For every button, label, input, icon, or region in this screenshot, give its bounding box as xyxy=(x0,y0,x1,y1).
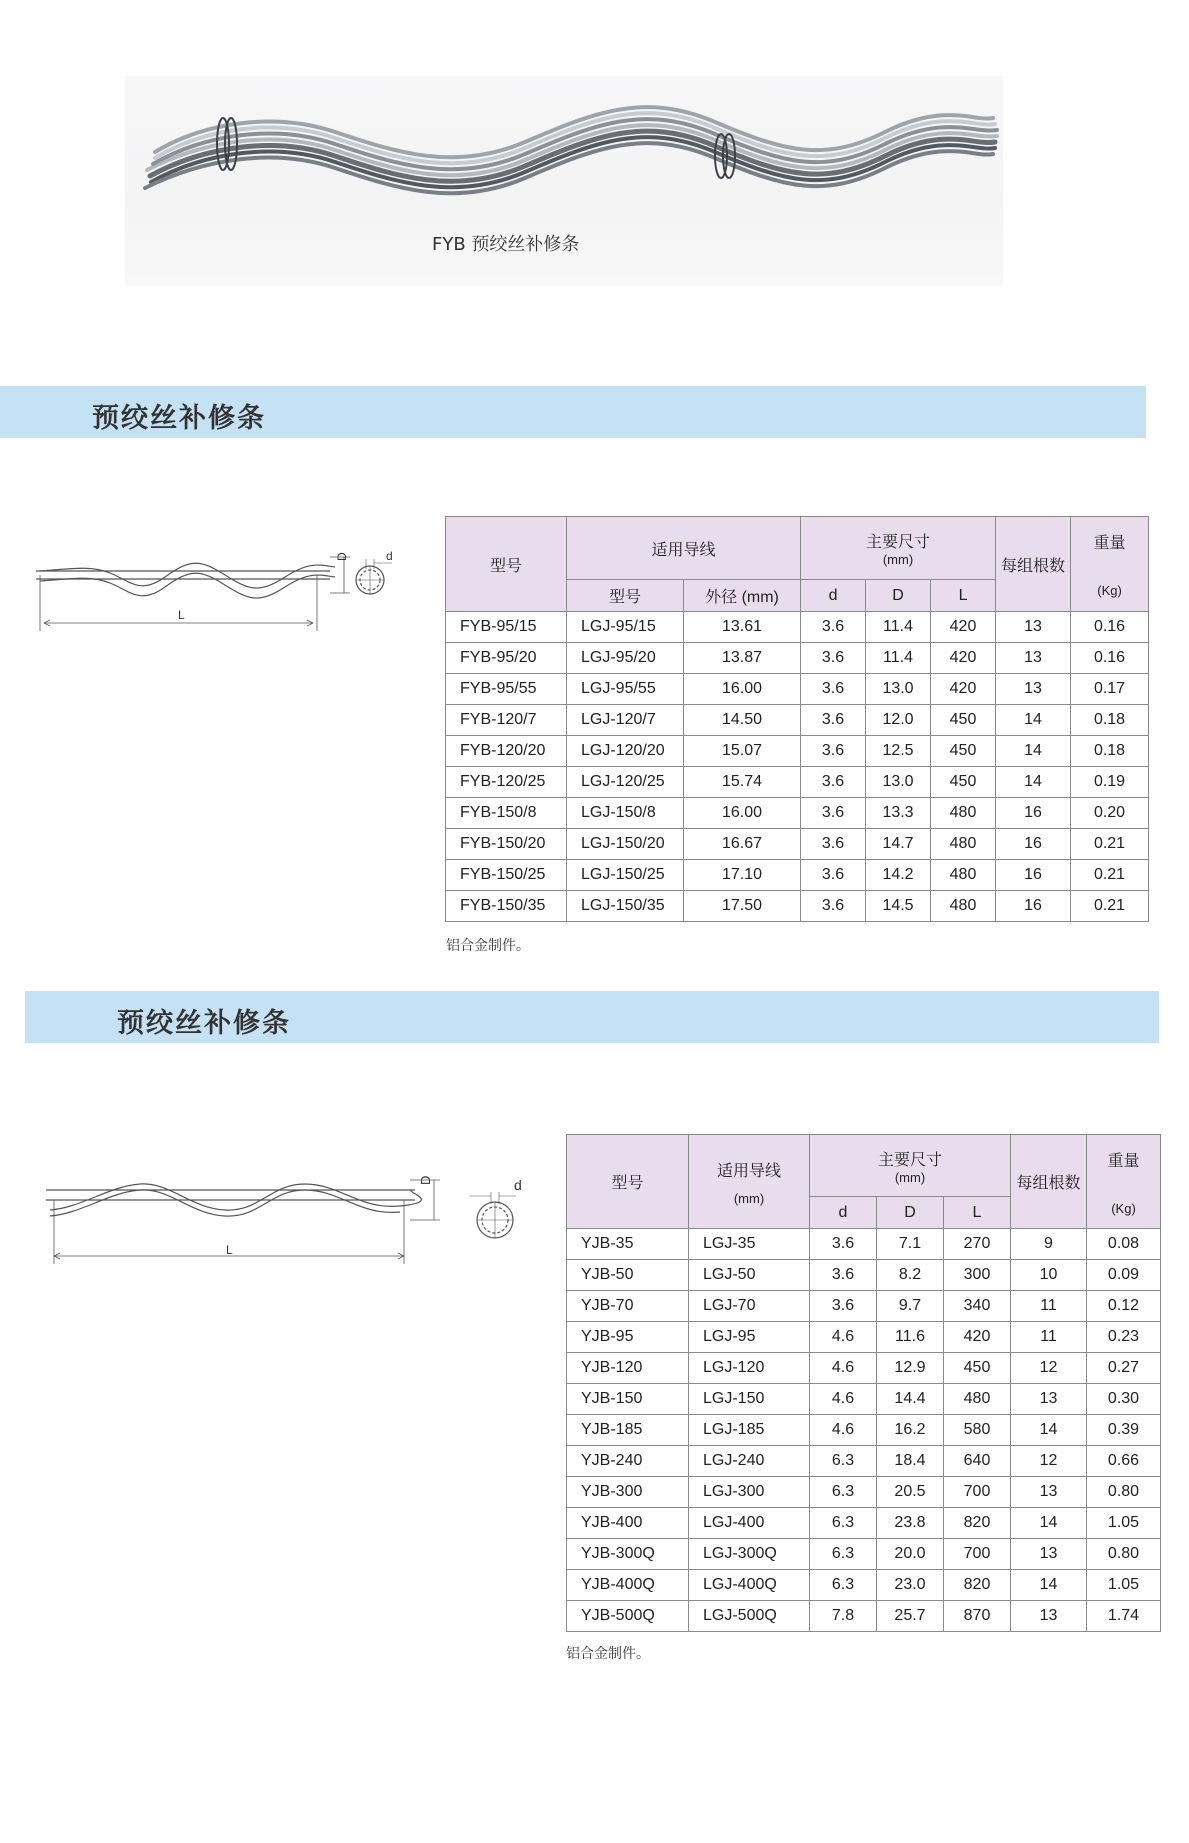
table-cell: 0.08 xyxy=(1087,1229,1161,1260)
table-row xyxy=(446,643,1149,674)
header-conductor xyxy=(689,1135,810,1229)
table-cell: FYB-150/25 xyxy=(446,860,567,891)
table-cell: 3.6 xyxy=(810,1229,877,1260)
table-cell: 3.6 xyxy=(801,860,866,891)
table-cell: 4.6 xyxy=(810,1384,877,1415)
table-cell: 700 xyxy=(944,1539,1011,1570)
header-weight xyxy=(1087,1135,1161,1229)
table-cell: 300 xyxy=(944,1260,1011,1291)
table-row xyxy=(446,767,1149,798)
table-row xyxy=(567,1539,1161,1570)
section1-diagram xyxy=(30,535,410,635)
table-cell: 3.6 xyxy=(801,767,866,798)
table-cell: LGJ-185 xyxy=(689,1415,810,1446)
header-model: 型号 xyxy=(567,1135,689,1229)
diagram1-label-D: D xyxy=(335,552,349,561)
table-cell: 7.1 xyxy=(877,1229,944,1260)
header-outer-diameter: 外径 (mm) xyxy=(684,580,801,612)
table-cell: 0.16 xyxy=(1071,643,1149,674)
section2-banner xyxy=(25,991,1159,1043)
table-row xyxy=(446,674,1149,705)
header-weight-unit: (Kg) xyxy=(1111,1200,1136,1216)
table-cell: 0.80 xyxy=(1087,1539,1161,1570)
header-L: L xyxy=(944,1197,1011,1229)
section2-diagram xyxy=(40,1160,540,1270)
table-cell: 8.2 xyxy=(877,1260,944,1291)
table-cell: YJB-300Q xyxy=(567,1539,689,1570)
table-cell: 3.6 xyxy=(801,612,866,643)
table-cell: 0.17 xyxy=(1071,674,1149,705)
header-weight-label: 重量 xyxy=(1107,1152,1140,1170)
table-cell: 450 xyxy=(931,767,996,798)
table-cell: 4.6 xyxy=(810,1415,877,1446)
table-row xyxy=(567,1415,1161,1446)
table-cell: 23.0 xyxy=(877,1570,944,1601)
table-cell: YJB-240 xyxy=(567,1446,689,1477)
table-cell: 480 xyxy=(944,1384,1011,1415)
table-cell: 0.18 xyxy=(1071,736,1149,767)
table-cell: YJB-400 xyxy=(567,1508,689,1539)
diagram1-label-L: L xyxy=(178,608,185,622)
table-row xyxy=(446,860,1149,891)
table-cell: 820 xyxy=(944,1508,1011,1539)
table-cell: 0.21 xyxy=(1071,860,1149,891)
table-cell: LGJ-150/25 xyxy=(567,860,684,891)
header-conductor-label: 适用导线 xyxy=(716,1162,781,1180)
table-row xyxy=(567,1570,1161,1601)
header-weight-unit: (Kg) xyxy=(1097,583,1122,598)
table-cell: 11.4 xyxy=(866,612,931,643)
table-cell: 1.74 xyxy=(1087,1601,1161,1632)
header-dims-unit: (mm) xyxy=(882,552,914,567)
table-cell: YJB-150 xyxy=(567,1384,689,1415)
table-cell: LGJ-150/35 xyxy=(567,891,684,922)
table-cell: YJB-50 xyxy=(567,1260,689,1291)
table-cell: 14.50 xyxy=(684,705,801,736)
table-cell: FYB-120/20 xyxy=(446,736,567,767)
table-cell: 0.39 xyxy=(1087,1415,1161,1446)
table-cell: 3.6 xyxy=(801,674,866,705)
table-cell: 6.3 xyxy=(810,1508,877,1539)
table-cell: 13 xyxy=(996,674,1071,705)
table-cell: 3.6 xyxy=(801,643,866,674)
table-cell: YJB-185 xyxy=(567,1415,689,1446)
table-cell: 1.05 xyxy=(1087,1570,1161,1601)
table-cell: 4.6 xyxy=(810,1322,877,1353)
table-cell: 580 xyxy=(944,1415,1011,1446)
diagram2-label-d: d xyxy=(514,1177,522,1193)
table-cell: 820 xyxy=(944,1570,1011,1601)
table-cell: 16.00 xyxy=(684,674,801,705)
table-cell: 16.2 xyxy=(877,1415,944,1446)
table-cell: 0.09 xyxy=(1087,1260,1161,1291)
table-row xyxy=(567,1384,1161,1415)
table-cell: 14 xyxy=(996,767,1071,798)
table-cell: LGJ-50 xyxy=(689,1260,810,1291)
table-cell: 450 xyxy=(931,705,996,736)
table-cell: LGJ-95 xyxy=(689,1322,810,1353)
table-cell: LGJ-120/20 xyxy=(567,736,684,767)
table-row xyxy=(567,1508,1161,1539)
table-row xyxy=(567,1291,1161,1322)
header-dims-unit: (mm) xyxy=(894,1169,926,1185)
header-weight xyxy=(1071,517,1149,612)
header-conductor-model: 型号 xyxy=(567,580,684,612)
table-cell: 3.6 xyxy=(801,736,866,767)
table-row xyxy=(567,1446,1161,1477)
table-cell: 0.66 xyxy=(1087,1446,1161,1477)
table-row xyxy=(567,1260,1161,1291)
table-cell: 13 xyxy=(1011,1384,1087,1415)
table-cell: 0.18 xyxy=(1071,705,1149,736)
table-cell: LGJ-120/7 xyxy=(567,705,684,736)
table-row xyxy=(446,612,1149,643)
table-cell: 0.27 xyxy=(1087,1353,1161,1384)
table-cell: LGJ-150/20 xyxy=(567,829,684,860)
table-cell: 14 xyxy=(996,705,1071,736)
table-cell: 17.50 xyxy=(684,891,801,922)
table-cell: 16.67 xyxy=(684,829,801,860)
table-cell: 20.0 xyxy=(877,1539,944,1570)
diagram2-label-L: L xyxy=(226,1243,233,1257)
table-cell: 480 xyxy=(931,860,996,891)
table-cell: 340 xyxy=(944,1291,1011,1322)
section1-note: 铝合金制件。 xyxy=(446,938,530,954)
table-row xyxy=(446,891,1149,922)
table-cell: 480 xyxy=(931,798,996,829)
table-cell: 6.3 xyxy=(810,1446,877,1477)
table-cell: 11 xyxy=(1011,1291,1087,1322)
header-d: d xyxy=(801,580,866,612)
table-cell: LGJ-240 xyxy=(689,1446,810,1477)
header-count: 每组根数 xyxy=(996,517,1071,612)
table-cell: 6.3 xyxy=(810,1477,877,1508)
table-cell: 14.4 xyxy=(877,1384,944,1415)
table-cell: 25.7 xyxy=(877,1601,944,1632)
section2-table xyxy=(566,1134,1161,1632)
table-cell: 15.07 xyxy=(684,736,801,767)
header-weight-label: 重量 xyxy=(1093,535,1126,552)
table-cell: FYB-150/8 xyxy=(446,798,567,829)
table-cell: 15.74 xyxy=(684,767,801,798)
table-cell: 13.0 xyxy=(866,767,931,798)
section2-note: 铝合金制件。 xyxy=(566,1646,650,1662)
table-cell: 0.21 xyxy=(1071,891,1149,922)
table-cell: 420 xyxy=(931,643,996,674)
table-row xyxy=(567,1477,1161,1508)
table-cell: 450 xyxy=(931,736,996,767)
table-row xyxy=(567,1229,1161,1260)
table-cell: LGJ-400 xyxy=(689,1508,810,1539)
section2-table-body xyxy=(567,1229,1161,1632)
header-model: 型号 xyxy=(446,517,567,612)
header-dims xyxy=(801,517,996,580)
table-cell: 11 xyxy=(1011,1322,1087,1353)
table-cell: 870 xyxy=(944,1601,1011,1632)
table-cell: 14 xyxy=(1011,1415,1087,1446)
table-cell: 14 xyxy=(1011,1508,1087,1539)
table-cell: 7.8 xyxy=(810,1601,877,1632)
table-cell: 13 xyxy=(1011,1539,1087,1570)
table-cell: 0.21 xyxy=(1071,829,1149,860)
table-cell: YJB-95 xyxy=(567,1322,689,1353)
table-cell: 3.6 xyxy=(810,1291,877,1322)
table-row xyxy=(567,1601,1161,1632)
table-cell: 23.8 xyxy=(877,1508,944,1539)
table-cell: 10 xyxy=(1011,1260,1087,1291)
table-cell: YJB-400Q xyxy=(567,1570,689,1601)
table-cell: LGJ-400Q xyxy=(689,1570,810,1601)
table-row xyxy=(446,829,1149,860)
section2-title: 预绞丝补修条 xyxy=(117,1008,291,1039)
table-cell: 13.87 xyxy=(684,643,801,674)
table-cell: 13 xyxy=(996,643,1071,674)
table-cell: 11.6 xyxy=(877,1322,944,1353)
header-d: d xyxy=(810,1197,877,1229)
table-cell: 18.4 xyxy=(877,1446,944,1477)
photo-caption: FYB 预绞丝补修条 xyxy=(432,234,580,255)
table-cell: FYB-150/20 xyxy=(446,829,567,860)
table-cell: 17.10 xyxy=(684,860,801,891)
table-cell: 420 xyxy=(931,674,996,705)
table-cell: 270 xyxy=(944,1229,1011,1260)
table-cell: 12.0 xyxy=(866,705,931,736)
header-D: D xyxy=(866,580,931,612)
table-cell: YJB-70 xyxy=(567,1291,689,1322)
table-cell: 11.4 xyxy=(866,643,931,674)
header-dims-label: 主要尺寸 xyxy=(866,534,931,551)
table-cell: 6.3 xyxy=(810,1539,877,1570)
table-cell: LGJ-95/15 xyxy=(567,612,684,643)
table-cell: LGJ-300 xyxy=(689,1477,810,1508)
table-cell: LGJ-300Q xyxy=(689,1539,810,1570)
header-conductor-unit: (mm) xyxy=(733,1190,765,1206)
section1-banner xyxy=(0,386,1146,438)
table-cell: 16 xyxy=(996,829,1071,860)
table-cell: 13.61 xyxy=(684,612,801,643)
table-cell: YJB-120 xyxy=(567,1353,689,1384)
table-cell: 9 xyxy=(1011,1229,1087,1260)
table-cell: 0.16 xyxy=(1071,612,1149,643)
table-cell: FYB-120/25 xyxy=(446,767,567,798)
table-cell: 640 xyxy=(944,1446,1011,1477)
table-cell: 14.7 xyxy=(866,829,931,860)
table-cell: YJB-35 xyxy=(567,1229,689,1260)
table-cell: 0.30 xyxy=(1087,1384,1161,1415)
table-cell: 14 xyxy=(996,736,1071,767)
table-cell: LGJ-500Q xyxy=(689,1601,810,1632)
table-row xyxy=(567,1353,1161,1384)
table-row xyxy=(446,736,1149,767)
table-cell: 480 xyxy=(931,829,996,860)
header-L: L xyxy=(931,580,996,612)
table-cell: FYB-95/15 xyxy=(446,612,567,643)
header-conductor: 适用导线 xyxy=(567,517,801,580)
section1-table-body xyxy=(446,612,1149,922)
table-cell: 14.5 xyxy=(866,891,931,922)
table-cell: 3.6 xyxy=(810,1260,877,1291)
table-cell: LGJ-120 xyxy=(689,1353,810,1384)
table-cell: 4.6 xyxy=(810,1353,877,1384)
table-cell: 6.3 xyxy=(810,1570,877,1601)
table-cell: LGJ-70 xyxy=(689,1291,810,1322)
table-cell: LGJ-150 xyxy=(689,1384,810,1415)
table-cell: 420 xyxy=(931,612,996,643)
table-cell: 0.23 xyxy=(1087,1322,1161,1353)
table-cell: 14.2 xyxy=(866,860,931,891)
table-cell: 0.20 xyxy=(1071,798,1149,829)
table-cell: 450 xyxy=(944,1353,1011,1384)
table-cell: LGJ-120/25 xyxy=(567,767,684,798)
table-cell: 16 xyxy=(996,891,1071,922)
table-cell: 14 xyxy=(1011,1570,1087,1601)
table-cell: 13 xyxy=(996,612,1071,643)
table-cell: 13 xyxy=(1011,1477,1087,1508)
header-D: D xyxy=(877,1197,944,1229)
table-cell: 12.9 xyxy=(877,1353,944,1384)
table-cell: 0.12 xyxy=(1087,1291,1161,1322)
table-cell: 16 xyxy=(996,860,1071,891)
table-cell: FYB-95/20 xyxy=(446,643,567,674)
table-cell: 13.3 xyxy=(866,798,931,829)
table-cell: YJB-300 xyxy=(567,1477,689,1508)
header-count: 每组根数 xyxy=(1011,1135,1087,1229)
table-cell: 700 xyxy=(944,1477,1011,1508)
table-cell: 0.19 xyxy=(1071,767,1149,798)
diagram1-label-d: d xyxy=(386,549,393,563)
table-cell: LGJ-95/20 xyxy=(567,643,684,674)
table-cell: 480 xyxy=(931,891,996,922)
table-cell: 13 xyxy=(1011,1601,1087,1632)
table-cell: 16 xyxy=(996,798,1071,829)
table-cell: YJB-500Q xyxy=(567,1601,689,1632)
table-cell: 1.05 xyxy=(1087,1508,1161,1539)
section1-title: 预绞丝补修条 xyxy=(92,403,266,434)
table-row xyxy=(446,798,1149,829)
table-cell: 12 xyxy=(1011,1353,1087,1384)
table-row xyxy=(567,1322,1161,1353)
table-cell: LGJ-150/8 xyxy=(567,798,684,829)
table-cell: FYB-120/7 xyxy=(446,705,567,736)
table-cell: LGJ-95/55 xyxy=(567,674,684,705)
table-cell: 3.6 xyxy=(801,798,866,829)
table-cell: 12.5 xyxy=(866,736,931,767)
table-cell: 12 xyxy=(1011,1446,1087,1477)
diagram2-label-D: D xyxy=(418,1175,433,1185)
table-cell: 20.5 xyxy=(877,1477,944,1508)
table-cell: LGJ-35 xyxy=(689,1229,810,1260)
header-dims-label: 主要尺寸 xyxy=(877,1151,942,1169)
table-cell: 16.00 xyxy=(684,798,801,829)
table-cell: FYB-150/35 xyxy=(446,891,567,922)
table-cell: 9.7 xyxy=(877,1291,944,1322)
table-row xyxy=(446,705,1149,736)
table-cell: 3.6 xyxy=(801,705,866,736)
table-cell: 3.6 xyxy=(801,891,866,922)
table-cell: 0.80 xyxy=(1087,1477,1161,1508)
table-cell: 3.6 xyxy=(801,829,866,860)
table-cell: 13.0 xyxy=(866,674,931,705)
table-cell: 420 xyxy=(944,1322,1011,1353)
section1-table xyxy=(445,516,1149,922)
header-dims xyxy=(810,1135,1011,1197)
table-cell: FYB-95/55 xyxy=(446,674,567,705)
